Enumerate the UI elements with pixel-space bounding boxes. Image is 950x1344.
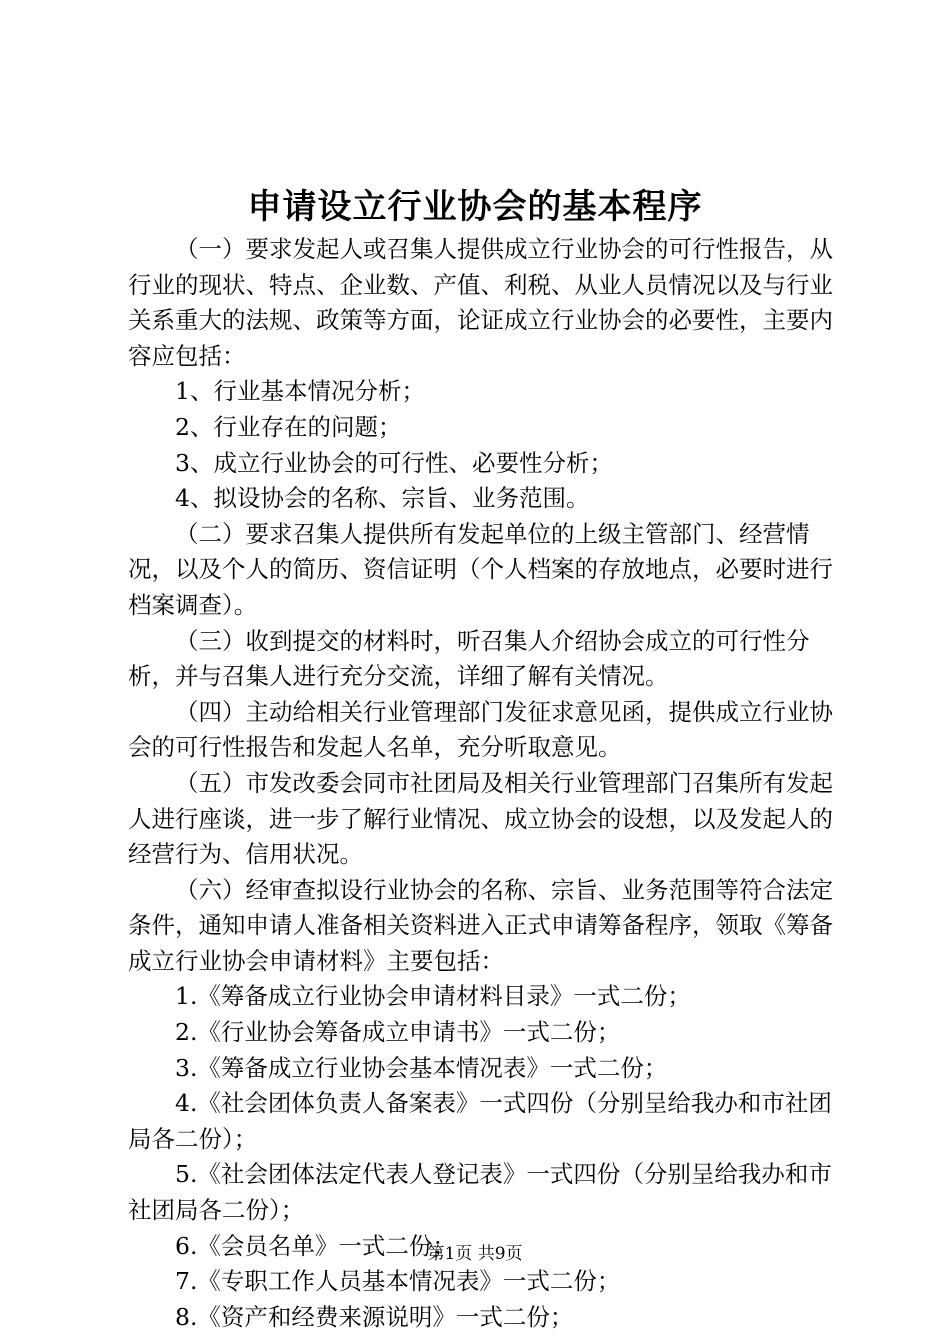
list-item-3: 3、成立行业协会的可行性、必要性分析； (175, 448, 613, 477)
page-footer: 第1页 共9页 (427, 1244, 523, 1264)
paragraph-6: （六）经审查拟设行业协会的名称、宗旨、业务范围等符合法定条件，通知申请人准备相关资料进入正式申请筹备程序，领取《筹备成立行业协会申请材料》主要包括： (128, 875, 833, 975)
paragraph-3: （三）收到提交的材料时，听召集人介绍协会成立的可行性分析，并与召集人进行充分交流，详细了解有关情况。 (128, 626, 810, 691)
list-item-2: 2、行业存在的问题； (175, 412, 402, 441)
paragraph-4: （四）主动给相关行业管理部门发征求意见函，提供成立行业协会的可行性报告和发起人名单，充分听取意见。 (128, 697, 833, 762)
document-title: 申请设立行业协会的基本程序 (247, 187, 703, 227)
document-body (128, 232, 833, 1335)
material-item-5: 5.《社会团体法定代表人登记表》一式四份（分别呈给我办和市社团局各二份）； (128, 1160, 832, 1225)
material-item-3: 3.《筹备成立行业协会基本情况表》一式二份； (175, 1053, 668, 1082)
list-item-4: 4、拟设协会的名称、宗旨、业务范围。 (175, 484, 590, 513)
material-item-7: 7.《专职工作人员基本情况表》一式二份； (175, 1267, 621, 1296)
list-item-1: 1、行业基本情况分析； (175, 377, 425, 406)
paragraph-2: （二）要求召集人提供所有发起单位的上级主管部门、经营情况，以及个人的简历、资信证明（个人档案的存放地点，必要时进行档案调查）。 (128, 519, 833, 619)
material-item-8: 8.《资产和经费来源说明》一式二份； (175, 1302, 574, 1331)
material-item-1: 1.《筹备成立行业协会申请材料目录》一式二份； (175, 982, 691, 1011)
material-item-2: 2.《行业协会筹备成立申请书》一式二份； (175, 1018, 621, 1047)
material-item-4: 4.《社会团体负责人备案表》一式四份（分别呈给我办和市社团局各二份）； (128, 1089, 832, 1153)
material-item-6: 6.《会员名单》一式二份； (175, 1231, 456, 1260)
paragraph-5: （五）市发改委会同市社团局及相关行业管理部门召集所有发起人进行座谈，进一步了解行业情况、成立协会的设想，以及发起人的经营行为、信用状况。 (128, 768, 833, 869)
paragraph-1: （一）要求发起人或召集人提供成立行业协会的可行性报告，从行业的现状、特点、企业数、产值、利税、从业人员情况以及与行业关系重大的法规、政策等方面，论证成立行业协会的必要性，主要内容应包括： (128, 235, 833, 370)
